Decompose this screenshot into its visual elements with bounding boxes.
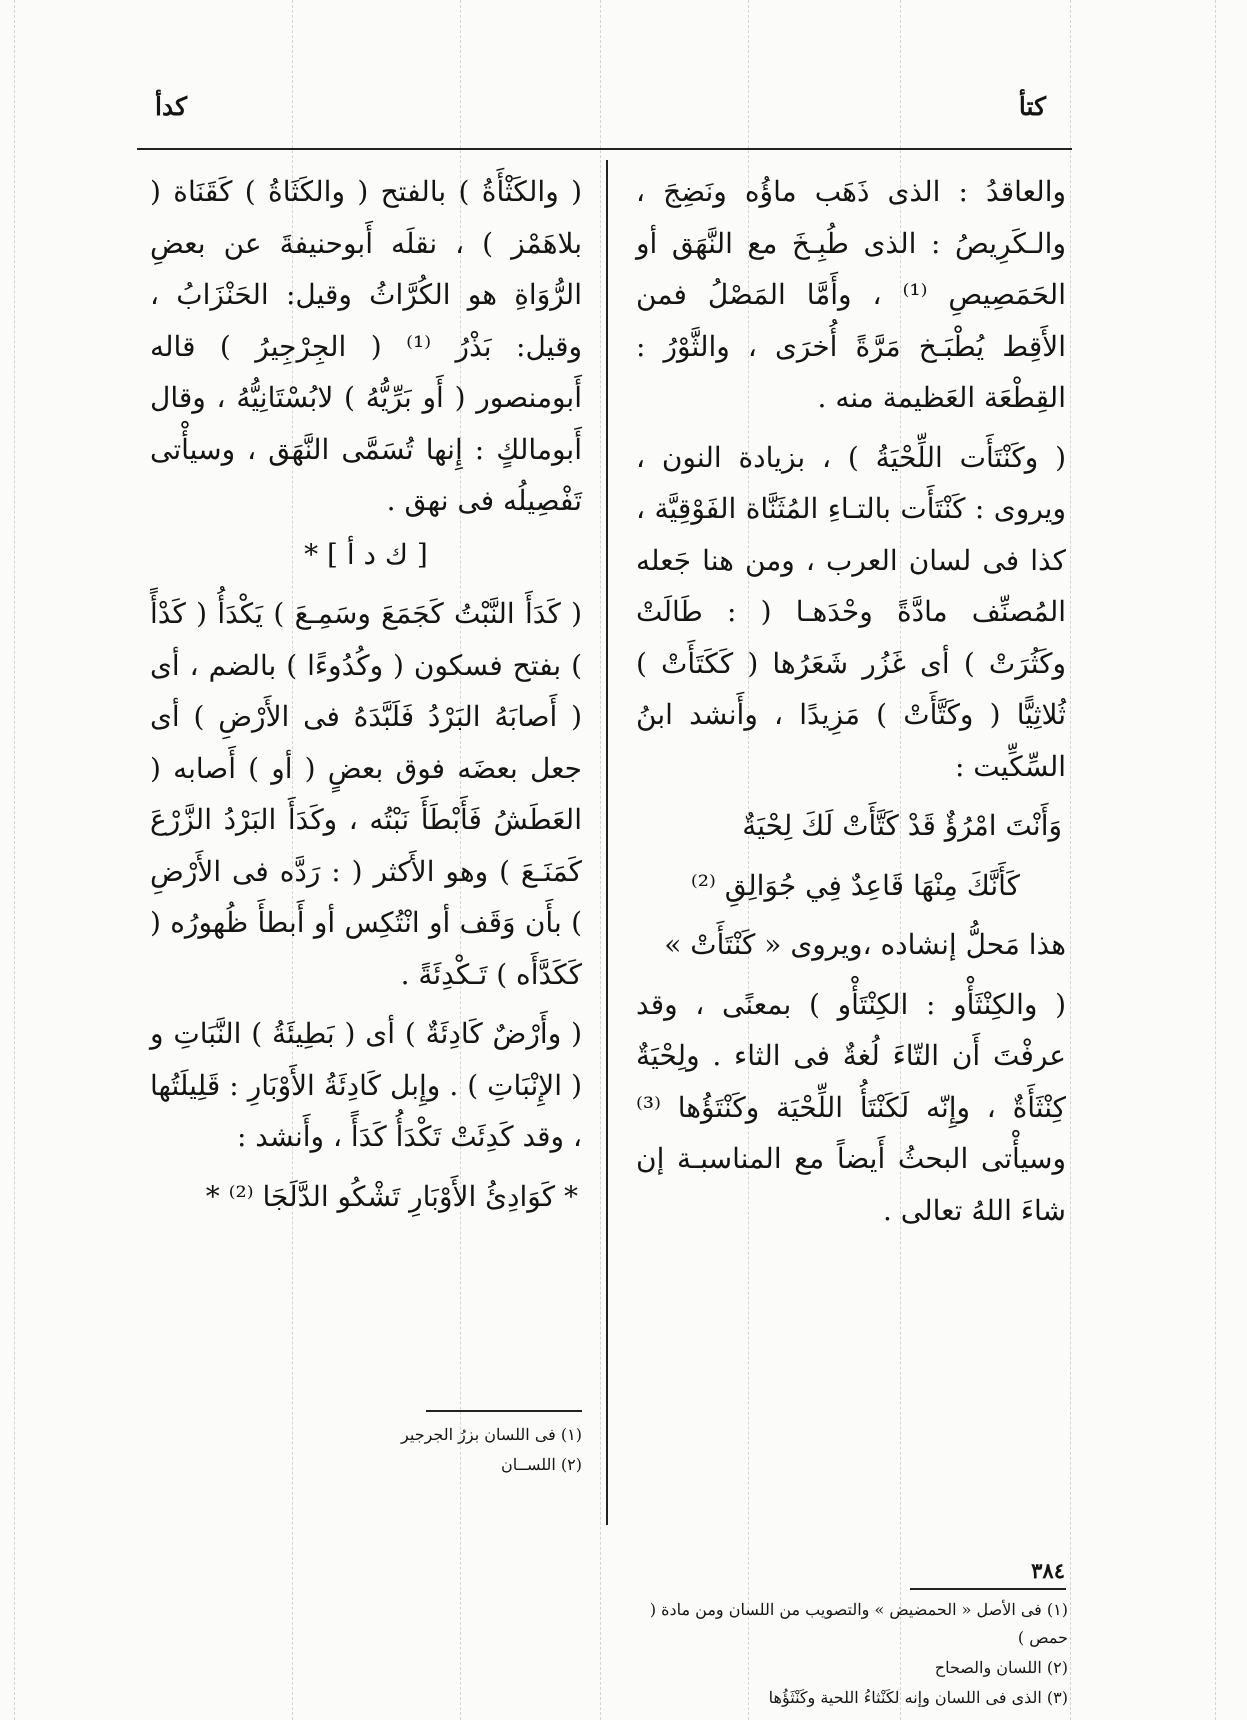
footnote: (٢) اللســان — [500, 1455, 582, 1474]
right-column — [636, 166, 1066, 1236]
entry-paragraph: ( وأَرْضٌ كَادِئَةٌ ) أى ( بَطِيئَةُ ) النَّبَاتِ و ( الإِنْبَاتِ ) . وإِبل كَادِئَةُ الأَوْبَارِ : قَلِيلَتُها ، وقد كَدِئَتْ تَكْدَأُ كَدَأً ، وأَنشد : — [150, 1017, 582, 1153]
footnote: (٣) الذى فى اللسان وإنه لكَنْثاءُ اللحية وكَنْثَؤُها — [768, 1688, 1068, 1707]
right-footnotes — [630, 1596, 1068, 1712]
verse-line: وَأَنْتَ امْرُؤٌ قَدْ كَتَّأَتْ لَكَ لِحْيَةٌ — [742, 809, 1062, 842]
footnote-rule — [426, 1410, 582, 1412]
verse-line: كَأَنَّكَ مِنْهَا قَاعِدٌ فِي جُوَالِقِ ⁽²⁾ — [690, 868, 1020, 902]
entry-paragraph: ( وكَنْتَأَت اللِّحْيَةُ ) ، بزيادة النون ، ويروى : كَنْتَأَت بالتـاءِ المُثَنَّاة الفَوْقِيَّة ، كذا فى لسان العرب ، ومن هنا جَعله المُصنِّف مادَّةً وحْدَهـا ( : طَالَتْ وكَثُرَتْ ) أى غَزُر شَعَرُها ( كَكَتَأَتْ ) ثُلاثِيًّا ( وكَتَّأَتْ ) مَزِيدًا ، وأَنشد ابنُ السِّكِّيت : — [636, 440, 1066, 783]
scan-guide-line — [1070, 0, 1071, 1720]
entry-paragraph: ( كَدَأَ النَّبْتُ كَجَمَعَ وسَمِـعَ ) يَكْدَأُ ( كَدْأً ) بفتح فسكون ( وكُدُوءًا ) بالضم ، أى ( أَصابَهُ البَرْدُ فَلَبَّدَهُ فى الأَرْضِ ) أى جعل بعضَه فوق بعضٍ ( أو ) أَصابه ( العَطَشُ فَأَبْطَأَ نَبْتُه ، وكَدَأَ البَرْدُ الزَّرْعَ كَمَنَـعَ ) وهو الأَكثر ( : رَدَّه فى الأَرْضِ ) بأَن وَقَف أو انْتُكِس أو أَبطأَ ظُهورُه ( كَكَدَّأَه ) تَـكْدِئَةً . — [150, 597, 582, 991]
running-head-right: كتأ — [1018, 92, 1046, 121]
scan-guide-line — [600, 0, 601, 1720]
verse-line: * كَوَادِئُ الأَوْبَارِ تَشْكُو الدَّلَجَا ⁽²⁾ * — [205, 1179, 578, 1213]
entry-heading: [ ك د أ ] * — [304, 537, 428, 571]
footnote-rule — [910, 1588, 1066, 1590]
column-divider — [606, 160, 608, 1525]
footnote: (١) فى اللسان بزرُ الجرجير — [401, 1425, 582, 1444]
page-number: ٣٨٤ — [1031, 1558, 1065, 1583]
header-rule — [137, 148, 1072, 150]
entry-paragraph: ( والكَثْأَةُ ) بالفتح ( والكَثَاةُ ) كَقَنَاة ( بلاهَمْز ) ، نقلَه أَبوحنيفةَ عن بعضِ الرُّوَاةِ هو الكُرَّاثُ وقيل: الحَنْزَابُ ، وقيل: بَذْرُ ⁽¹⁾ ( الجِرْجِيرُ ) قاله أَبومنصور ( أَو بَرِّيُّهُ ) لابُسْتَانِيُّهُ ، وقال أَبومالكٍ : إِنها تُسَمَّى النَّهَق ، وسيأْتى تَفْصِيلُه فى نهق . — [150, 175, 583, 517]
left-footnotes — [170, 1421, 582, 1479]
left-column — [150, 166, 582, 1222]
entry-paragraph: هذا مَحلُّ إنشاده ،ويروى « كَنْتَأَتْ » — [664, 928, 1066, 961]
scan-guide-line — [14, 0, 15, 1720]
entry-paragraph: والعاقدُ : الذى ذَهَب ماؤُه ونَضِجَ ، والـكَرِيصُ : الذى طُبِـخَ مع النَّهَق أو الحَمَصِيصِ ⁽¹⁾ ، وأَمَّا المَصْلُ فمن الأَقِط يُطْبَـخ مَرَّةً أُخرَى ، والثَّوْرُ : القِطْعَة العَظيمة منه . — [636, 175, 1066, 414]
running-head-left: كدأ — [155, 92, 187, 121]
footnote: (١) فى الأصل « الحمضيض » والتصويب من اللسان ومن مادة ( حمص ) — [649, 1600, 1068, 1647]
entry-paragraph: ( والكِنْثَأْو : الكِنْتَأْو ) بمعنًى ، وقد عرفْتَ أَن التّاءَ لُغةٌ فى الثاء . ولِحْيَةٌ كِنْثَأَةٌ ، وإِنّه لَكَنْتَأُ اللِّحْيَة وكَنْتَؤُها ⁽³⁾ وسيأْتى البحثُ أَيضاً مع المناسبـة إن شاءَ اللهُ تعالى . — [636, 987, 1066, 1227]
scan-guide-line — [1215, 0, 1216, 1720]
footnote: (٢) اللسان والصحاح — [934, 1658, 1068, 1677]
